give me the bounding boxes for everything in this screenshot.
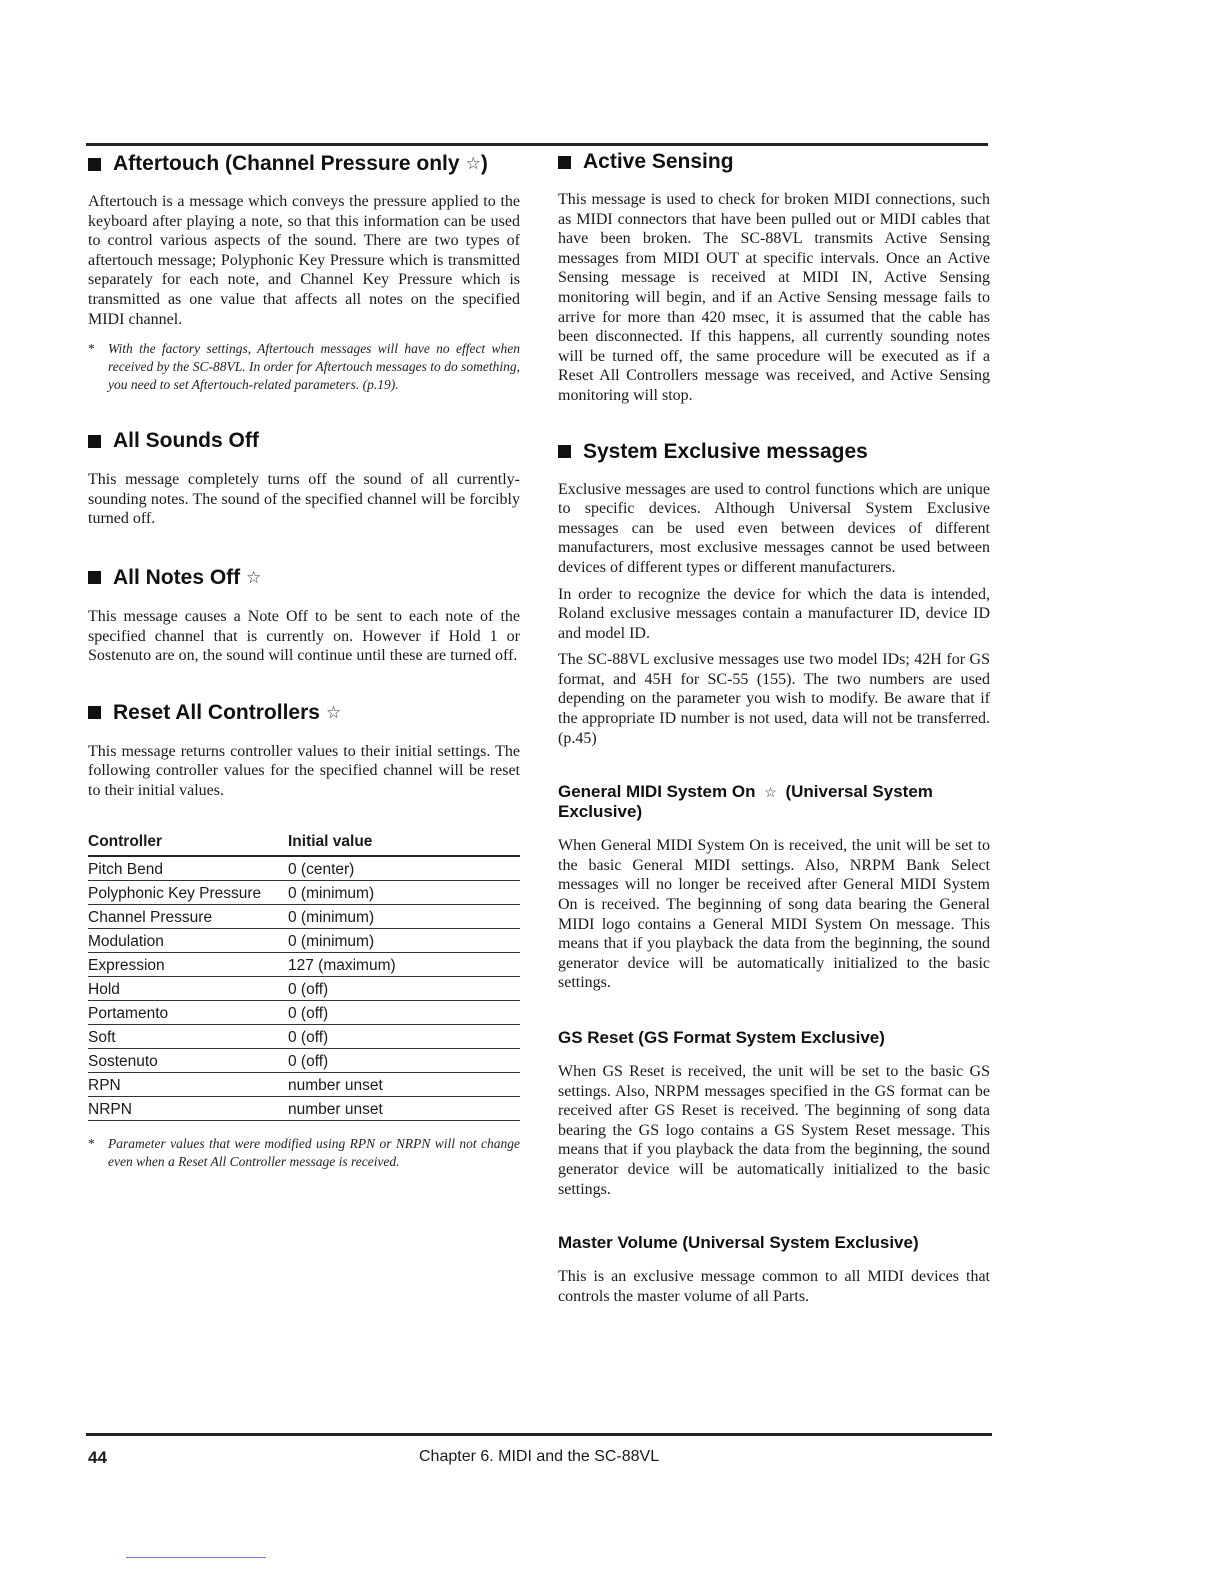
table-row <box>88 880 520 904</box>
master-volume-body: This is an exclusive message common to all MIDI devices that controls the master volume of all Parts. <box>558 1268 990 1305</box>
page-number: 44 <box>88 1448 107 1467</box>
star-icon: ☆ <box>764 784 777 801</box>
initial-value-cell: 0 (minimum) <box>288 880 520 904</box>
table-row <box>88 976 520 1000</box>
controller-cell: Pitch Bend <box>88 856 288 881</box>
right-column <box>558 150 990 1306</box>
initial-value-cell: 0 (center) <box>288 856 520 881</box>
table-row <box>88 1072 520 1096</box>
reset-all-controllers-note: * Parameter values that were modified using RPN or NRPN will not change even when a Reset All Controller message is received. <box>88 1135 520 1171</box>
system-exclusive-heading <box>558 440 990 464</box>
initial-value-cell: number unset <box>288 1072 520 1096</box>
reset-all-controllers-heading <box>88 701 520 725</box>
all-sounds-off-heading <box>88 429 520 453</box>
initial-value-cell: 0 (minimum) <box>288 904 520 928</box>
square-bullet-icon <box>88 571 101 584</box>
chapter-title: Chapter 6. MIDI and the SC-88VL <box>419 1448 660 1465</box>
all-notes-off-heading <box>88 566 520 590</box>
table-row <box>88 1096 520 1120</box>
gs-reset-heading: GS Reset (GS Format System Exclusive) <box>558 1028 885 1047</box>
square-bullet-icon <box>558 156 571 169</box>
initial-value-cell: 0 (off) <box>288 976 520 1000</box>
active-sensing-heading-text: Active Sensing <box>583 150 734 173</box>
system-exclusive-p3: The SC-88VL exclusive messages use two model IDs; 42H for GS format, and 45H for SC-55 (155). The two numbers are used depending on the parameter you wish to modify. Be aware that if the appropriate ID number is not used, data will not be transferred. (p.45) <box>558 651 990 747</box>
gm-system-on-heading-a: General MIDI System On <box>558 782 756 802</box>
initial-value-cell: number unset <box>288 1096 520 1120</box>
controller-cell: Sostenuto <box>88 1048 288 1072</box>
initial-value-cell: 0 (minimum) <box>288 928 520 952</box>
controller-cell: Expression <box>88 952 288 976</box>
system-exclusive-heading-text: System Exclusive messages <box>583 439 868 463</box>
all-notes-off-heading-text: All Notes Off <box>113 565 241 589</box>
initial-value-cell: 0 (off) <box>288 1048 520 1072</box>
system-exclusive-p1: Exclusive messages are used to control functions which are unique to specific devices. Although Universal System Exclusive messages can be used even between devices of different manufacturers, most exclusive messages cannot be used between devices of different types or different manufacturers. <box>558 480 990 576</box>
aftertouch-heading-text: Aftertouch (Channel Pressure only <box>113 152 460 175</box>
controller-table <box>88 831 520 1121</box>
gm-system-on-heading <box>558 782 990 822</box>
square-bullet-icon <box>88 435 101 448</box>
table-header-row <box>88 831 520 856</box>
all-sounds-off-body: This message completely turns off the sound of all currently-sounding notes. The sound of the specified channel will be forcibly turned off. <box>88 471 520 528</box>
system-exclusive-p2: In order to recognize the device for which the data is intended, Roland exclusive messages contain a manufacturer ID, device ID and model ID. <box>558 585 990 642</box>
controller-cell: Soft <box>88 1024 288 1048</box>
table-row <box>88 928 520 952</box>
square-bullet-icon <box>88 158 101 171</box>
table-row <box>88 1024 520 1048</box>
scan-artifact-line <box>126 1557 266 1558</box>
table-row <box>88 1000 520 1024</box>
gs-reset-body: When GS Reset is received, the unit will be set to the basic GS settings. Also, NRPM messages specified in the GS format can be received after GS Reset is received. The beginning of song data bearing the GS logo contains a GS System Reset message. This means that if you playback the data from the beginning, the sound generator device will be automatically initialized to the basic settings. <box>558 1063 990 1198</box>
aftertouch-note: * With the factory settings, Aftertouch messages will have no effect when received by the SC-88VL. In order for Aftertouch messages to do something, you need to set Aftertouch-related parameters. (p.19). <box>88 340 520 394</box>
reset-all-controllers-heading-text: Reset All Controllers <box>113 700 320 724</box>
master-volume-heading: Master Volume (Universal System Exclusive) <box>558 1233 919 1253</box>
top-rule <box>86 143 988 146</box>
table-row <box>88 952 520 976</box>
all-sounds-off-heading-text: All Sounds Off <box>113 429 259 453</box>
table-row <box>88 856 520 881</box>
controller-cell: Polyphonic Key Pressure <box>88 880 288 904</box>
controller-cell: Hold <box>88 976 288 1000</box>
table-row <box>88 904 520 928</box>
controller-cell: Channel Pressure <box>88 904 288 928</box>
star-icon: ☆ <box>246 567 262 587</box>
reset-all-controllers-body: This message returns controller values to their initial settings. The following controller values for the specified channel will be reset to their initial values. <box>88 742 520 799</box>
table-header-initial-value: Initial value <box>288 831 520 856</box>
aftertouch-heading-close: ) <box>480 152 488 175</box>
active-sensing-heading <box>558 150 990 174</box>
square-bullet-icon <box>88 706 101 719</box>
controller-cell: NRPN <box>88 1096 288 1120</box>
star-icon: ☆ <box>325 702 342 722</box>
footer-rule <box>86 1433 992 1436</box>
controller-cell: RPN <box>88 1072 288 1096</box>
table-row <box>88 1048 520 1072</box>
active-sensing-body: This message is used to check for broken MIDI connections, such as MIDI connectors that have been pulled out or MIDI cables that have been broken. The SC-88VL transmits Active Sensing messages from MIDI OUT at specific intervals. Once an Active Sensing message is received at MIDI IN, Active Sensing monitoring will begin, and if an Active Sensing message fails to arrive for more than 420 msec, it is assumed that the cable has been disconnected. If this happens, all currently sounding notes will be turned off, the same procedure will be executed as if a Reset All Controllers message was received, and Active Sensing monitoring will stop. <box>558 191 990 404</box>
initial-value-cell: 0 (off) <box>288 1000 520 1024</box>
aftertouch-body: Aftertouch is a message which conveys the pressure applied to the keyboard after playing a note, so that this information can be used to control various aspects of the sound. There are two types of aftertouch message; Polyphonic Key Pressure which is transmitted separately for each note, and Channel Key Pressure which is transmitted as one value that affects all notes on the specified MIDI channel. <box>88 193 520 328</box>
all-notes-off-body: This message causes a Note Off to be sent to each note of the specified channel that is currently on. However if Hold 1 or Sostenuto are on, the sound will continue until these are turned off. <box>88 607 520 665</box>
gm-system-on-body: When General MIDI System On is received, the unit will be set to the basic General MIDI settings. Also, NRPM Bank Select messages will no longer be received after General MIDI System On is received. The beginning of song data bearing the General MIDI logo contains a General MIDI System On message. This means that if you playback the data from the beginning, the sound generator device will be automatically initialized to the basic settings. <box>558 837 990 992</box>
aftertouch-heading <box>88 152 520 176</box>
controller-cell: Portamento <box>88 1000 288 1024</box>
left-column <box>88 150 520 1171</box>
star-icon: ☆ <box>465 154 481 173</box>
initial-value-cell: 127 (maximum) <box>288 952 520 976</box>
controller-cell: Modulation <box>88 928 288 952</box>
square-bullet-icon <box>558 445 571 458</box>
table-header-controller: Controller <box>88 831 288 856</box>
initial-value-cell: 0 (off) <box>288 1024 520 1048</box>
gm-system-on-heading-b: (Universal System Exclusive) <box>558 782 933 822</box>
